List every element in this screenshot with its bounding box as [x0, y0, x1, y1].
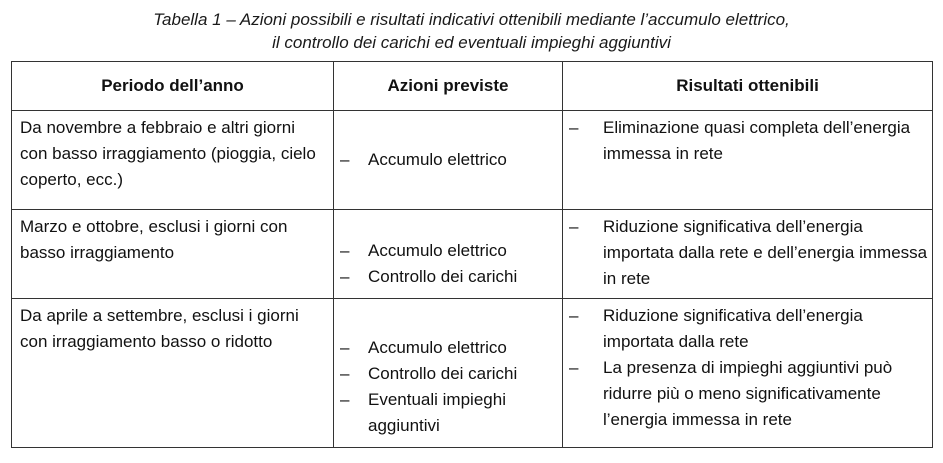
result-item [563, 214, 928, 292]
dash-bullet: – [340, 150, 350, 169]
dash-bullet: – [340, 364, 350, 383]
table-header-row [12, 62, 933, 111]
period-cell [12, 210, 334, 299]
table-caption [0, 8, 943, 54]
header-actions: Azioni previste [334, 62, 563, 111]
action-item [334, 238, 558, 264]
dash-bullet: – [569, 118, 579, 137]
action-item [334, 147, 558, 173]
action-text: Controllo dei carichi [368, 267, 518, 286]
actions-cell [334, 111, 563, 210]
dash-bullet: – [340, 390, 350, 409]
action-item [334, 361, 558, 387]
actions-cell [334, 210, 563, 299]
result-item [563, 303, 928, 355]
action-text: Accumulo elettrico [368, 241, 507, 260]
actions-cell [334, 299, 563, 448]
results-list [563, 111, 932, 167]
results-cell [563, 210, 933, 299]
dash-bullet: – [569, 306, 579, 325]
period-text: Da novembre a febbraio e altri giorni con basso irraggiamento (pioggia, cielo coperto, ecc.) [20, 118, 316, 189]
result-text: Eliminazione quasi completa dell’energia immessa in rete [603, 118, 911, 163]
caption-line-1: Tabella 1 – Azioni possibili e risultati indicativi ottenibili mediante l’accumulo elettrico, [153, 10, 790, 29]
table-row [12, 210, 933, 299]
period-text: Marzo e ottobre, esclusi i giorni con basso irraggiamento [20, 217, 288, 262]
action-item [334, 387, 558, 439]
table-row [12, 299, 933, 448]
action-text: Controllo dei carichi [368, 364, 518, 383]
action-text: Accumulo elettrico [368, 150, 507, 169]
period-cell [12, 111, 334, 210]
action-item [334, 264, 558, 290]
dash-bullet: – [569, 358, 579, 377]
caption-line-2: il controllo dei carichi ed eventuali impieghi aggiuntivi [272, 33, 671, 52]
actions-list [334, 335, 558, 447]
dash-bullet: – [569, 217, 579, 236]
actions-list [334, 238, 558, 298]
action-text: Eventuali impieghi aggiuntivi [368, 390, 506, 435]
result-text: Riduzione significativa dell’energia importata dalla rete [603, 306, 863, 351]
period-cell [12, 299, 334, 448]
header-results: Risultati ottenibili [563, 62, 933, 111]
result-text: La presenza di impieghi aggiuntivi può ridurre più o meno significativamente l’energia immessa in rete [603, 358, 893, 429]
dash-bullet: – [340, 267, 350, 286]
action-item [334, 335, 558, 361]
dash-bullet: – [340, 241, 350, 260]
dash-bullet: – [340, 338, 350, 357]
table-row [12, 111, 933, 210]
result-item [563, 355, 928, 433]
action-text: Accumulo elettrico [368, 338, 507, 357]
actions-list [334, 147, 558, 173]
results-table [11, 61, 933, 448]
result-text: Riduzione significativa dell’energia importata dalla rete e dell’energia immessa in rete [603, 217, 928, 288]
results-cell [563, 299, 933, 448]
header-period: Periodo dell’anno [12, 62, 334, 111]
results-cell [563, 111, 933, 210]
results-list [563, 299, 932, 433]
results-list [563, 210, 932, 292]
period-text: Da aprile a settembre, esclusi i giorni con irraggiamento basso o ridotto [20, 306, 299, 351]
result-item [563, 115, 928, 167]
